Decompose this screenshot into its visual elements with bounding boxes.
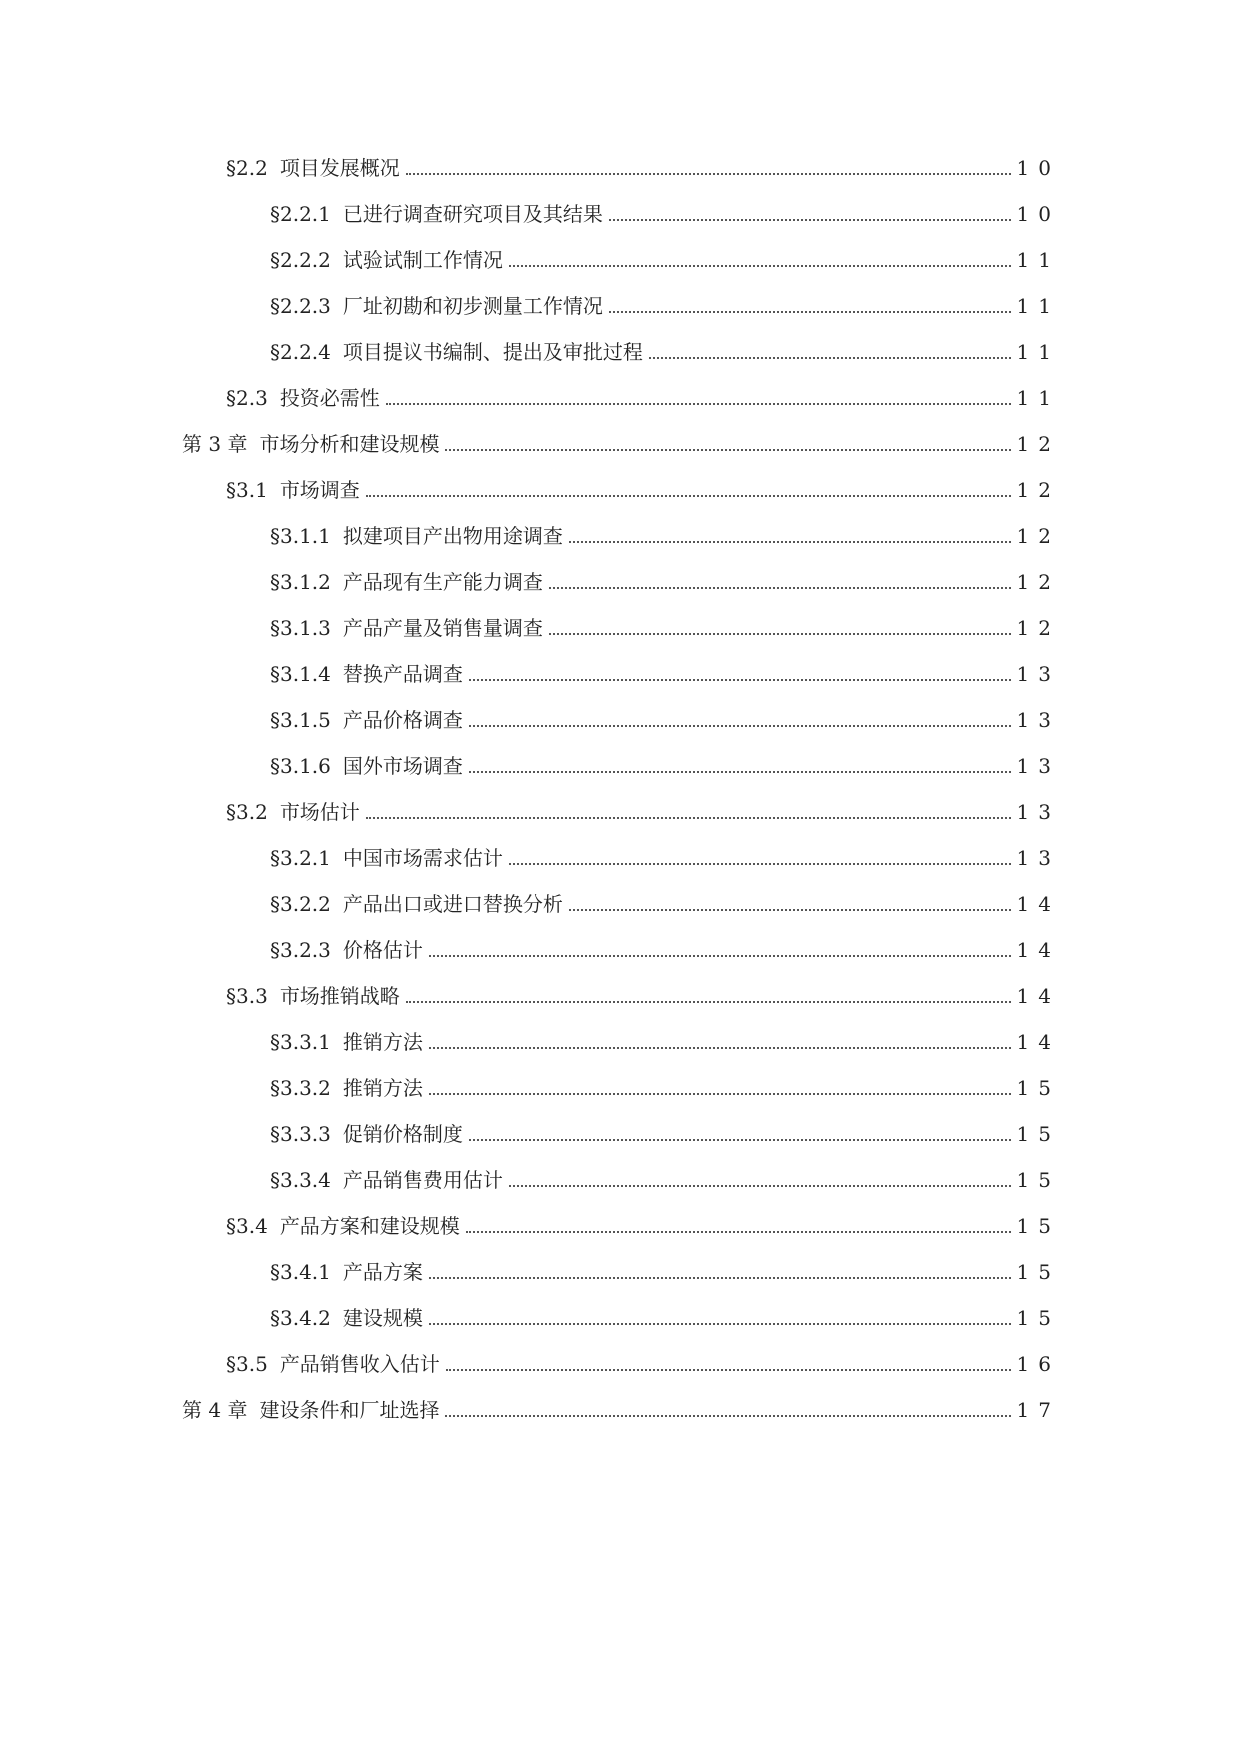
toc-entry-title: 已进行调查研究项目及其结果 [342,202,603,226]
toc-entry-number: §3.1.1 [270,524,331,548]
toc-entry-title: 投资必需性 [279,386,380,410]
dot-leader [469,678,1011,681]
toc-entry-number: §3.4.1 [270,1260,331,1284]
toc-entry-page-number: 15 [1016,1122,1060,1146]
toc-entry-number: §2.2.4 [270,340,331,364]
toc-entry-title: 产品产量及销售量调查 [342,616,543,640]
dot-leader [445,448,1010,451]
toc-entry-number: §2.3 [226,386,268,410]
toc-entry-number: §3.2.1 [270,846,331,870]
toc-entry-page-number: 10 [1016,202,1060,226]
dot-leader [469,770,1011,773]
toc-entry [270,1106,1060,1146]
toc-entry-title: 产品方案和建设规模 [279,1214,460,1238]
toc-entry [182,1382,1060,1422]
toc-entry-page-number: 15 [1016,1076,1060,1100]
toc-entry-title: 价格估计 [342,938,423,962]
dot-leader [609,310,1011,313]
toc-entry-title: 项目发展概况 [279,156,400,180]
toc-entry-page-number: 11 [1016,340,1060,364]
toc-entry-title: 厂址初勘和初步测量工作情况 [342,294,603,318]
toc-entry [270,922,1060,962]
toc-entry-number: §2.2.1 [270,202,331,226]
toc-entry-title: 国外市场调查 [342,754,463,778]
toc-entry-page-number: 15 [1016,1214,1060,1238]
dot-leader [569,540,1011,543]
toc-entry-page-number: 15 [1016,1168,1060,1192]
toc-entry [226,462,1060,502]
toc-entry-title: 产品销售收入估计 [279,1352,440,1376]
toc-entry [270,554,1060,594]
toc-entry [270,1244,1060,1284]
toc-entry-page-number: 13 [1016,754,1060,778]
dot-leader [549,632,1011,635]
toc-entry-page-number: 13 [1016,800,1060,824]
toc-entry-number: §3.1.6 [270,754,331,778]
toc-entry-title: 试验试制工作情况 [342,248,503,272]
dot-leader [406,1000,1011,1003]
toc-entry-title: 替换产品调查 [342,662,463,686]
toc-entry-number: §2.2.2 [270,248,331,272]
toc-entry [270,830,1060,870]
dot-leader [549,586,1011,589]
toc-entry-title: 产品价格调查 [342,708,463,732]
dot-leader [569,908,1011,911]
dot-leader [469,724,1011,727]
dot-leader [509,1184,1011,1187]
toc-entry-title: 建设规模 [342,1306,423,1330]
toc-entry-page-number: 12 [1016,478,1060,502]
toc-entry-page-number: 10 [1016,156,1060,180]
toc-entry-title: 产品方案 [342,1260,423,1284]
toc-entry-number: 第 3 章 [182,432,248,456]
toc-entry [182,416,1060,456]
dot-leader [445,1414,1010,1417]
toc-entry [270,232,1060,272]
dot-leader [429,1092,1011,1095]
toc-entry-title: 促销价格制度 [342,1122,463,1146]
toc-entry-page-number: 13 [1016,846,1060,870]
toc-entry-title: 拟建项目产出物用途调查 [342,524,563,548]
toc-entry-title: 市场分析和建设规模 [259,432,440,456]
dot-leader [429,1322,1011,1325]
toc-entry-title: 项目提议书编制、提出及审批过程 [342,340,643,364]
toc-entry-number: §3.3.3 [270,1122,331,1146]
toc-entry-title: 产品出口或进口替换分析 [342,892,563,916]
toc-entry [270,324,1060,364]
toc-entry-title: 推销方法 [342,1076,423,1100]
toc-entry-number: 第 4 章 [182,1398,248,1422]
toc-entry-number: §3.3.4 [270,1168,331,1192]
toc-entry [270,1060,1060,1100]
toc-entry-number: §3.3.2 [270,1076,331,1100]
toc-entry [226,140,1060,180]
toc-entry-number: §3.4 [226,1214,268,1238]
toc-entry-page-number: 14 [1016,938,1060,962]
toc-entry-number: §3.2 [226,800,268,824]
toc-entry-title: 推销方法 [342,1030,423,1054]
toc-entry-page-number: 11 [1016,386,1060,410]
toc-entry-number: §3.4.2 [270,1306,331,1330]
toc-entry-number: §3.2.3 [270,938,331,962]
toc-entry-number: §3.1.2 [270,570,331,594]
dot-leader [386,402,1011,405]
toc-entry-title: 建设条件和厂址选择 [259,1398,440,1422]
dot-leader [649,356,1011,359]
toc-entry-number: §3.1 [226,478,268,502]
toc-entry [226,1198,1060,1238]
toc-entry [270,738,1060,778]
toc-entry [270,1014,1060,1054]
toc-entry-title: 市场调查 [279,478,360,502]
toc-entry-page-number: 12 [1016,432,1060,456]
toc-entry-number: §2.2.3 [270,294,331,318]
toc-entry [270,692,1060,732]
dot-leader [609,218,1011,221]
toc-entry-number: §3.2.2 [270,892,331,916]
toc-entry-title: 产品销售费用估计 [342,1168,503,1192]
toc-entry-number: §3.5 [226,1352,268,1376]
toc-entry-page-number: 12 [1016,570,1060,594]
toc-entry-title: 产品现有生产能力调查 [342,570,543,594]
dot-leader [429,1276,1011,1279]
dot-leader [429,954,1011,957]
toc-entry [270,1290,1060,1330]
toc-entry-title: 中国市场需求估计 [342,846,503,870]
toc-entry-number: §3.3 [226,984,268,1008]
toc-entry-page-number: 14 [1016,1030,1060,1054]
dot-leader [366,494,1011,497]
toc-entry-page-number: 15 [1016,1306,1060,1330]
toc-entry-page-number: 14 [1016,892,1060,916]
toc-entry [226,784,1060,824]
toc-entry-title: 市场估计 [279,800,360,824]
dot-leader [406,172,1011,175]
toc-entry-page-number: 12 [1016,616,1060,640]
toc-entry-page-number: 13 [1016,708,1060,732]
toc-entry-page-number: 13 [1016,662,1060,686]
toc-entry-number: §3.1.3 [270,616,331,640]
toc-entry-page-number: 17 [1016,1398,1060,1422]
toc-entry [226,370,1060,410]
toc-entry [270,278,1060,318]
toc-entry [270,600,1060,640]
toc-entry [270,186,1060,226]
toc-entry-number: §3.3.1 [270,1030,331,1054]
toc-entry-page-number: 11 [1016,294,1060,318]
toc-entry-page-number: 12 [1016,524,1060,548]
toc-entry-page-number: 11 [1016,248,1060,272]
toc-entry-number: §3.1.4 [270,662,331,686]
dot-leader [469,1138,1011,1141]
dot-leader [509,264,1011,267]
dot-leader [446,1368,1011,1371]
toc-entry-page-number: 14 [1016,984,1060,1008]
dot-leader [429,1046,1011,1049]
toc-entry-page-number: 15 [1016,1260,1060,1284]
dot-leader [509,862,1011,865]
dot-leader [366,816,1011,819]
toc-entry [226,968,1060,1008]
toc-entry-page-number: 16 [1016,1352,1060,1376]
toc-entry-number: §2.2 [226,156,268,180]
toc-entry [270,876,1060,916]
toc-entry [270,1152,1060,1192]
toc-entry [226,1336,1060,1376]
toc-entry-number: §3.1.5 [270,708,331,732]
dot-leader [466,1230,1011,1233]
toc-entry [270,646,1060,686]
toc-entry [270,508,1060,548]
toc-entry-title: 市场推销战略 [279,984,400,1008]
